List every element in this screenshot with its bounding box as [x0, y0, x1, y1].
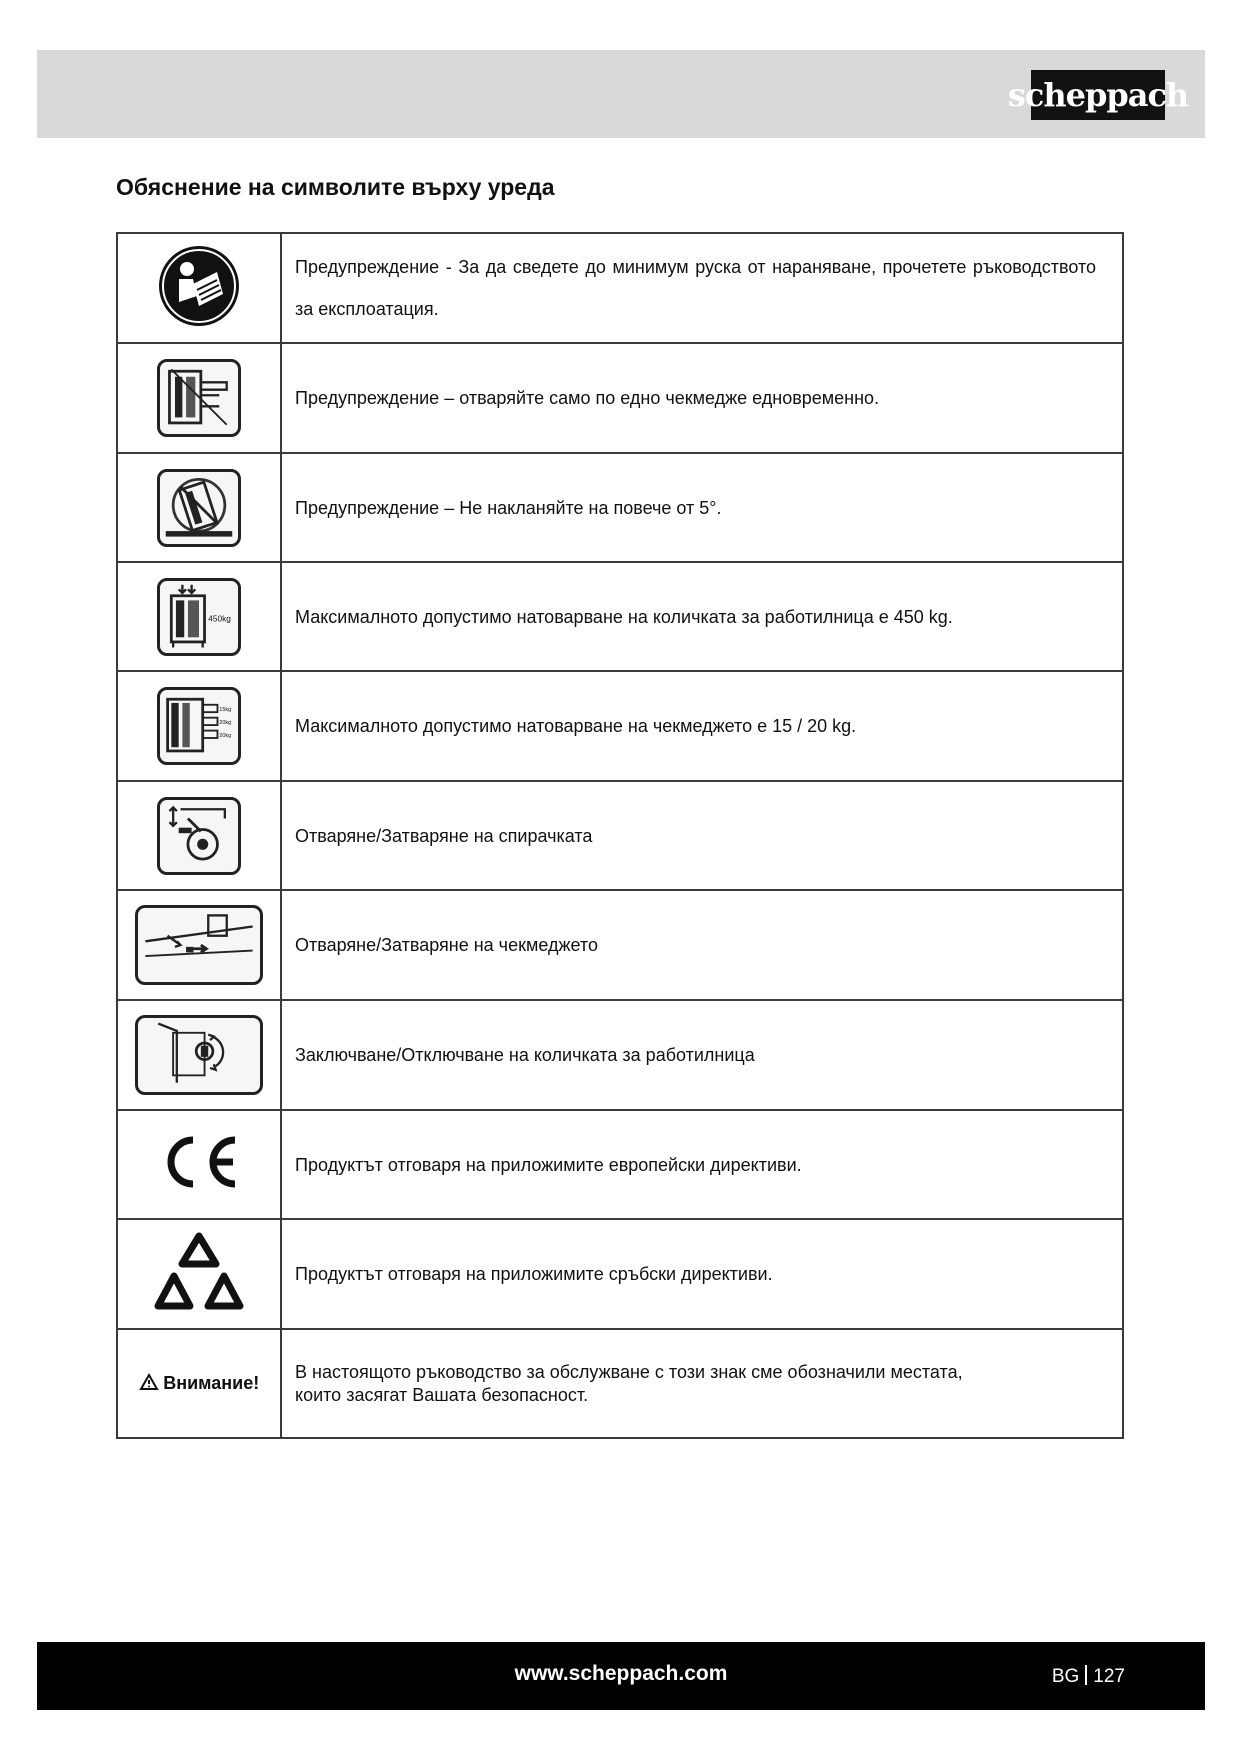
- page-number: 127: [1093, 1666, 1125, 1687]
- serbian-conformity-icon: [154, 1232, 244, 1312]
- website-link[interactable]: www.scheppach.com: [514, 1662, 728, 1685]
- table-row: [117, 671, 1123, 781]
- icon-cell: [117, 453, 281, 562]
- cart-max-load-icon: [157, 578, 241, 656]
- table-row: [117, 453, 1123, 562]
- table-row: [117, 781, 1123, 890]
- drawer-load-label: 15kg: [219, 707, 232, 714]
- table-row: [117, 890, 1123, 1000]
- cart-load-label: 450kg: [208, 613, 231, 624]
- no-tilt-icon: [157, 469, 241, 547]
- row-text: Заключване/Отключване на количката за работилница: [281, 1000, 1123, 1110]
- table-row: [117, 343, 1123, 453]
- caution-label: Внимание!: [163, 1373, 260, 1393]
- read-manual-icon: [157, 244, 241, 328]
- row-text: Продуктът отговаря на приложимите сръбски директиви.: [281, 1219, 1123, 1329]
- header-band: [37, 50, 1205, 138]
- icon-cell: [117, 343, 281, 453]
- table-row: [117, 562, 1123, 671]
- symbols-table: [116, 232, 1124, 1439]
- row-text: Предупреждение – отваряйте само по едно чекмедже едновременно.: [281, 343, 1123, 453]
- warning-triangle-icon: [139, 1373, 159, 1391]
- icon-cell: [117, 671, 281, 781]
- table-row: [117, 1000, 1123, 1110]
- drawer-load-label: 20kg: [219, 733, 232, 740]
- table-row: [117, 233, 1123, 343]
- caution-text-line: които засягат Вашата безопасност.: [295, 1384, 589, 1405]
- row-text: Продуктът отговаря на приложимите европейски директиви.: [281, 1110, 1123, 1219]
- caution-text-line: В настоящото ръководство за обслужване с този знак сме обозначили местата,: [295, 1361, 963, 1382]
- drawer-load-label: 20kg: [219, 720, 232, 727]
- drawer-handle-icon: [135, 905, 263, 985]
- row-text: Отваряне/Затваряне на спирачката: [281, 781, 1123, 890]
- ce-mark-icon: [157, 1132, 241, 1192]
- lock-icon: [135, 1015, 263, 1095]
- row-text: Максималното допустимо натоварване на чекмеджето е 15 / 20 kg.: [281, 671, 1123, 781]
- table-row: [117, 1219, 1123, 1329]
- icon-cell: [117, 1110, 281, 1219]
- table-row: [117, 1110, 1123, 1219]
- icon-cell: [117, 781, 281, 890]
- icon-cell: [117, 562, 281, 671]
- row-text: Отваряне/Затваряне на чекмеджето: [281, 890, 1123, 1000]
- open-one-drawer-icon: [157, 359, 241, 437]
- page-title: Обяснение на символите върху уреда: [116, 174, 555, 200]
- page-indicator: [1052, 1665, 1125, 1688]
- scheppach-logo: scheppach: [1031, 70, 1165, 120]
- footer-band: [37, 1642, 1205, 1710]
- row-text: Максималното допустимо натоварване на количката за работилница е 450 kg.: [281, 562, 1123, 671]
- icon-cell: [117, 233, 281, 343]
- brake-icon: [157, 797, 241, 875]
- icon-cell: [117, 1000, 281, 1110]
- icon-cell: [117, 1219, 281, 1329]
- row-text: Предупреждение - За да сведете до минимум руска от нараняване, прочетете ръководството за експлоатация.: [281, 233, 1123, 343]
- icon-cell: [117, 1329, 281, 1438]
- row-text: [281, 1329, 1123, 1438]
- table-row: [117, 1329, 1123, 1438]
- row-text: Предупреждение – Не накланяйте на повече от 5°.: [281, 453, 1123, 562]
- language-code: BG: [1051, 1666, 1080, 1687]
- drawer-max-load-icon: [157, 687, 241, 765]
- icon-cell: [117, 890, 281, 1000]
- separator: [1085, 1665, 1087, 1685]
